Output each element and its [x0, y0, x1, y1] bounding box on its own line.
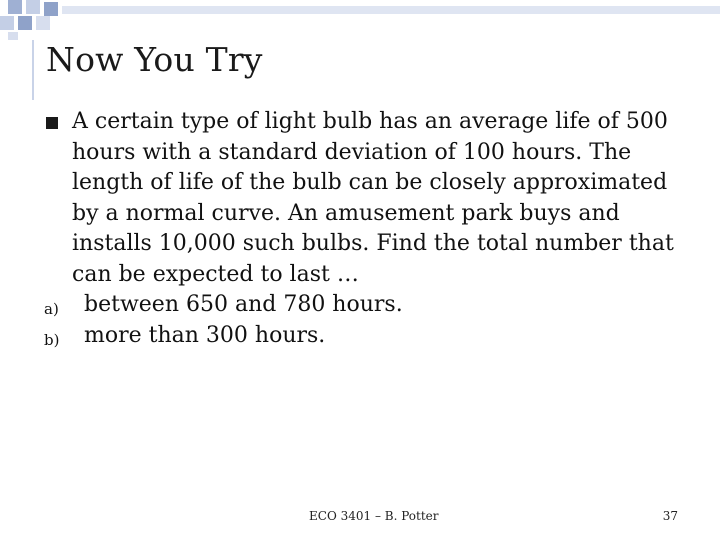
bullet-square-icon	[46, 117, 58, 129]
deco-square	[8, 32, 18, 40]
deco-strip	[62, 6, 720, 14]
deco-square	[8, 0, 22, 14]
deco-square	[44, 2, 58, 16]
item-text: between 650 and 780 hours.	[84, 292, 403, 317]
footer-text: ECO 3401 – B. Potter	[309, 509, 439, 523]
deco-square	[26, 0, 40, 14]
decorative-header	[0, 0, 720, 40]
deco-square	[18, 16, 32, 30]
problem-text: A certain type of light bulb has an average life of 500 hours with a standard deviation of 100 hours. The length of life of the bulb can be closely approximated by a normal curve. An amusement park buys and installs 10,000 such bulbs. Find the total number that can be expected to last …	[72, 109, 674, 287]
item-marker: a)	[44, 300, 59, 318]
deco-square	[0, 16, 14, 30]
slide-body	[44, 107, 694, 351]
page-number: 37	[662, 509, 678, 523]
item-text: more than 300 hours.	[84, 322, 326, 348]
list-item	[44, 107, 694, 290]
list-item	[44, 321, 694, 352]
list-item	[44, 290, 694, 321]
slide-title: Now You Try	[46, 40, 263, 79]
title-rule	[32, 40, 34, 100]
item-marker: b)	[44, 330, 60, 349]
deco-square	[36, 16, 50, 30]
